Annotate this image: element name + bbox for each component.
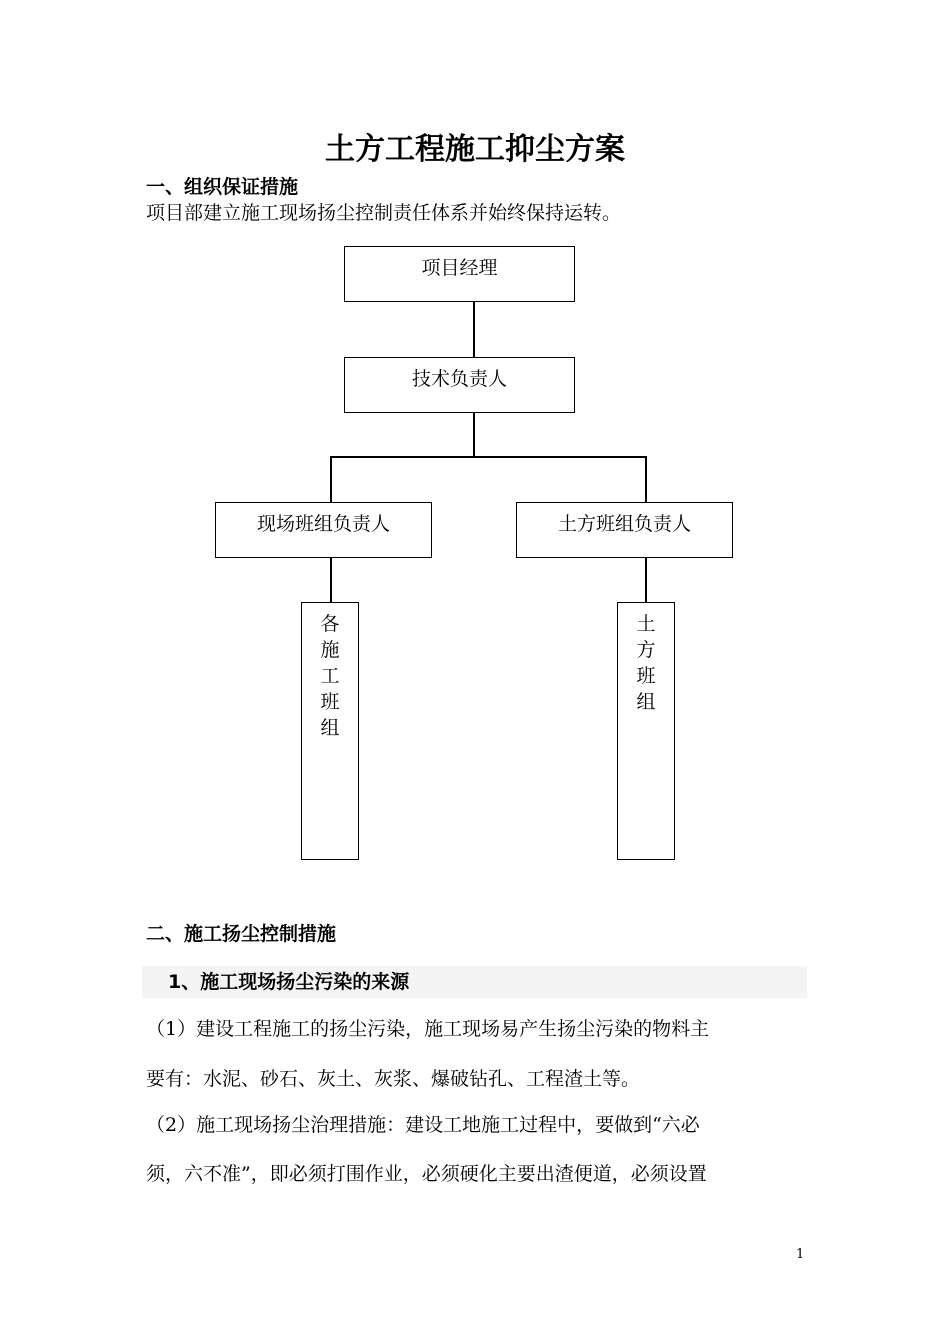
paragraph-line: 须，六不准”，即必须打围作业，必须硬化主要出渣便道，必须设置 [146, 1163, 707, 1185]
section1-intro: 项目部建立施工现场扬尘控制责任体系并始终保持运转。 [146, 202, 622, 224]
connector-line [330, 557, 332, 603]
connector-line [645, 456, 647, 502]
connector-line [645, 557, 647, 603]
org-box-earthwork-team-lead [516, 502, 733, 558]
section2-heading: 二、施工扬尘控制措施 [146, 923, 337, 945]
org-box-earthwork-team-lead-label: 土方班组负责人 [557, 513, 691, 535]
org-box-manager [344, 246, 575, 302]
vertical-char: 土 [636, 613, 656, 635]
connector-line [473, 412, 475, 457]
org-box-tech-lead [344, 357, 575, 413]
section2-subheading: 1、施工现场扬尘污染的来源 [168, 971, 410, 993]
section1-heading: 一、组织保证措施 [146, 176, 299, 198]
org-box-tech-lead-label: 技术负责人 [411, 368, 507, 390]
vertical-char: 组 [320, 717, 340, 739]
vertical-char: 施 [320, 639, 340, 661]
connector-line [330, 456, 332, 502]
org-box-construction-teams [301, 602, 359, 860]
org-box-site-team-lead [215, 502, 432, 558]
paragraph-line: （1）建设工程施工的扬尘污染，施工现场易产生扬尘污染的物料主 [146, 1018, 710, 1040]
paragraph-line: 要有：水泥、砂石、灰土、灰浆、爆破钻孔、工程渣土等。 [146, 1068, 641, 1090]
vertical-char: 班 [320, 691, 340, 713]
org-box-site-team-lead-label: 现场班组负责人 [256, 513, 390, 535]
org-box-manager-label: 项目经理 [421, 257, 498, 279]
paragraph-line: （2）施工现场扬尘治理措施：建设工地施工过程中，要做到“六必 [146, 1114, 700, 1136]
connector-line [330, 456, 647, 458]
page-number: 1 [796, 1247, 805, 1262]
org-box-earthwork-team [617, 602, 675, 860]
vertical-char: 工 [320, 665, 340, 687]
connector-line [473, 301, 475, 358]
vertical-char: 组 [636, 691, 656, 713]
vertical-char: 班 [636, 665, 656, 687]
vertical-char: 方 [636, 639, 656, 661]
vertical-char: 各 [320, 613, 340, 635]
document-title: 土方工程施工抑尘方案 [325, 132, 625, 167]
